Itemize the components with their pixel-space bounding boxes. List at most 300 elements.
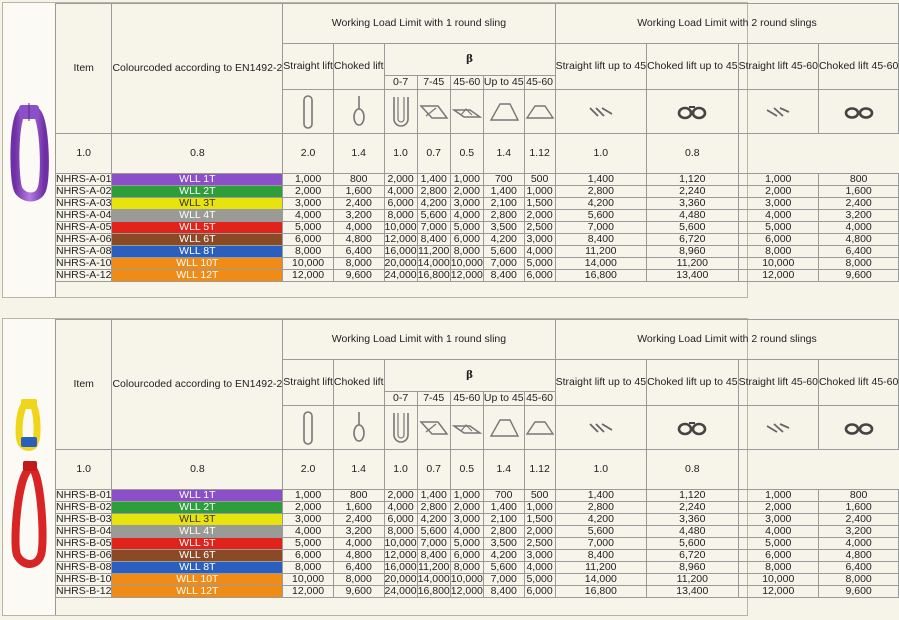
wll-value: 5,000 [450,538,483,550]
wll-value: 6,000 [283,550,334,562]
wll-value: 3,200 [333,210,384,222]
wll-value: 2,800 [483,210,524,222]
two-choked-60-icon [818,90,898,134]
wll-value: 1,600 [333,186,384,198]
wll-value: 2,000 [283,186,334,198]
table-row [56,574,899,586]
wll-value: 3,200 [333,526,384,538]
wll-value: 20,000 [384,573,417,585]
table-b-body [56,490,899,598]
item-code: NHRS-A-06 [56,233,112,245]
factor-cell: 1.0 [56,134,112,174]
beta-symbol: β [384,360,555,392]
wll-value: 4,480 [647,526,738,538]
wll-value: 5,000 [524,574,555,586]
wll-value: 9,600 [818,586,898,598]
wll-value: 6,720 [647,234,738,246]
wll-value: 8,000 [333,574,384,586]
wll-colour-swatch: WLL 10T [112,258,283,270]
wll-value: 6,400 [333,246,384,258]
wll-value: 4,200 [555,198,646,210]
wll-value: 3,000 [450,514,483,526]
two-col-header: Straight lift up to 45 [555,44,646,90]
wll-value: 6,400 [818,562,898,574]
wll-colour-swatch: WLL 4T [112,210,283,222]
wll-colour-swatch: WLL 6T [112,550,283,562]
wll-value: 3,000 [738,198,818,210]
wll-value: 24,000 [384,585,417,597]
wll-value: 1,000 [283,490,334,502]
straight-lift-header: Straight lift [283,44,334,90]
wll-value: 16,000 [384,561,417,573]
wll-value: 8,000 [738,246,818,258]
factor-cell: 1.4 [333,450,384,490]
wll-value: 8,400 [555,550,646,562]
wll-value: 6,000 [524,270,555,282]
table-row [56,562,899,574]
wll-value: 4,800 [333,234,384,246]
wll-value: 5,000 [450,222,483,234]
item-code: NHRS-A-03 [56,197,112,209]
wll-value: 5,600 [555,526,646,538]
wll-colour-swatch: WLL 2T [112,186,283,198]
factor-cell: 0.5 [450,134,483,174]
two-col-header: Choked lift 45-60 [818,44,898,90]
wll-value: 7,000 [555,538,646,550]
wll-value: 800 [333,174,384,186]
factor-cell: 1.0 [384,134,417,174]
item-code: NHRS-B-01 [56,489,112,501]
wll-value: 2,240 [647,186,738,198]
wll-value: 1,120 [647,490,738,502]
wll-value: 2,100 [483,514,524,526]
wll-value: 4,000 [384,502,417,514]
wll-value: 1,000 [450,174,483,186]
wll-value: 5,000 [283,538,334,550]
wll-colour-swatch: WLL 8T [112,562,283,574]
wll-value: 12,000 [450,269,483,281]
wll-value: 2,000 [738,502,818,514]
factor-cell: 1.12 [524,450,555,490]
wll-value: 2,000 [524,526,555,538]
wll-value: 4,800 [818,234,898,246]
basket-45-60-icon [450,90,483,134]
table-row [56,538,899,550]
two-sling-header: Working Load Limit with 2 round slings [555,320,899,360]
item-code: NHRS-B-12 [56,585,112,597]
wll-value: 5,000 [738,222,818,234]
basket-vertical-icon [384,406,417,450]
wll-value: 10,000 [283,574,334,586]
wll-value: 11,200 [555,562,646,574]
item-code: NHRS-B-06 [56,549,112,561]
wll-value: 5,600 [417,526,450,538]
wll-value: 1,400 [417,174,450,186]
wll-value: 3,200 [818,210,898,222]
factor-cell: 0.7 [417,134,450,174]
table-row [56,490,899,502]
wll-value: 14,000 [417,257,450,269]
wll-value: 4,000 [283,526,334,538]
wll-value: 11,200 [418,245,450,257]
factor-cell: 0.5 [450,450,483,490]
wll-value: 8,960 [647,562,738,574]
wll-value: 5,000 [524,258,555,270]
wll-colour-swatch: WLL 5T [112,538,283,550]
wll-value: 5,600 [483,246,524,258]
bridle-45-60-icon [524,406,555,450]
wll-colour-swatch: WLL 4T [112,526,283,538]
wll-value: 12,000 [738,270,818,282]
wll-value: 2,000 [384,490,417,502]
choked-lift-header: Choked lift [333,44,384,90]
wll-value: 8,000 [384,210,417,222]
wll-value: 11,200 [647,574,738,586]
table-row [56,502,899,514]
wll-value: 10,000 [738,574,818,586]
angle-header: 0-7 [384,392,417,406]
wll-value: 3,000 [524,234,555,246]
two-straight-60-icon [738,406,818,450]
wll-value: 5,600 [647,222,738,234]
wll-value: 1,400 [483,502,524,514]
table-row [56,586,899,598]
factor-cell: 0.8 [647,134,738,174]
wll-value: 1,600 [818,186,898,198]
wll-value: 1,000 [524,502,555,514]
one-sling-header: Working Load Limit with 1 round sling [283,320,555,360]
wll-value: 2,800 [555,502,646,514]
wll-value: 4,000 [384,186,417,198]
beta-symbol: β [384,44,555,76]
wll-value: 2,500 [524,222,555,234]
wll-value: 3,000 [524,550,555,562]
wll-value: 4,000 [818,538,898,550]
wll-value: 12,000 [384,233,417,245]
wll-table-b [55,319,899,598]
wll-value: 1,400 [417,490,450,502]
wll-value: 2,000 [524,210,555,222]
wll-value: 4,800 [333,550,384,562]
wll-colour-swatch: WLL 8T [112,246,283,258]
wll-value: 6,000 [283,234,334,246]
table-row [56,210,899,222]
one-sling-header: Working Load Limit with 1 round sling [283,4,555,44]
factor-row [56,134,899,174]
two-col-header: Straight lift 45-60 [738,44,818,90]
choked-lift-icon [333,406,384,450]
wll-colour-swatch: WLL 10T [112,574,283,586]
factor-cell: 2.0 [283,450,334,490]
sling-a-image [3,3,56,297]
wll-value: 13,400 [647,270,738,282]
angle-header: 45-60 [450,76,483,90]
angle-header: Up to 45 [483,392,524,404]
wll-value: 6,000 [738,234,818,246]
wll-value: 3,500 [483,538,524,550]
wll-value: 20,000 [384,257,417,269]
wll-value: 2,000 [450,186,483,198]
wll-value: 4,000 [450,526,483,538]
wll-value: 3,000 [283,198,334,210]
two-choked-60-icon [818,406,898,450]
two-col-header: Choked lift up to 45 [647,360,738,406]
wll-value: 1,500 [524,198,555,210]
wll-value: 10,000 [384,537,417,549]
angle-header: 7-45 [417,392,450,406]
table-row [56,514,899,526]
wll-value: 8,000 [738,562,818,574]
wll-value: 8,400 [555,234,646,246]
factor-cell: 0.8 [647,450,738,490]
wll-value: 8,960 [647,246,738,258]
wll-value: 6,720 [647,550,738,562]
item-header: Item [56,320,112,450]
wll-value: 1,000 [450,490,483,502]
wll-value: 1,400 [555,174,646,186]
wll-value: 7,000 [483,574,524,586]
two-choked-45-icon [647,90,738,134]
wll-colour-swatch: WLL 3T [112,514,283,526]
wll-value: 8,400 [483,586,524,598]
wll-value: 6,000 [450,550,483,562]
wll-value: 4,200 [555,514,646,526]
table-b-panel [2,318,899,616]
factor-cell: 1.0 [56,450,112,490]
angle-header: 7-45 [417,76,450,90]
wll-value: 2,800 [555,186,646,198]
wll-value: 8,000 [333,258,384,270]
wll-value: 1,000 [524,186,555,198]
wll-value: 2,800 [417,502,450,514]
angle-header: Up to 45 [483,76,524,88]
wll-value: 4,000 [333,222,384,234]
factor-cell: 1.4 [483,450,524,490]
wll-value: 16,000 [384,245,417,257]
wll-value: 4,000 [818,222,898,234]
wll-value: 4,200 [417,514,450,526]
wll-value: 1,600 [333,502,384,514]
wll-value: 6,000 [384,514,417,526]
table-row [56,550,899,562]
table-row [56,234,899,246]
bridle-up-45-icon [483,406,524,450]
item-code: NHRS-A-04 [56,209,112,221]
wll-value: 5,600 [555,210,646,222]
two-straight-60-icon [738,90,818,134]
wll-value: 11,200 [418,561,450,573]
factor-cell: 1.0 [384,450,417,490]
wll-value: 700 [483,174,524,186]
table-row [56,526,899,538]
wll-value: 3,360 [647,514,738,526]
bridle-up-45-icon [483,90,524,134]
wll-value: 5,600 [483,562,524,574]
wll-value: 1,000 [283,174,334,186]
wll-value: 4,800 [818,550,898,562]
basket-7-45-icon [417,406,450,450]
wll-value: 8,000 [450,562,483,574]
item-code: NHRS-B-02 [56,501,112,513]
item-code: NHRS-A-05 [56,221,112,233]
wll-value: 1,600 [818,502,898,514]
item-code: NHRS-A-10 [56,257,112,269]
wll-value: 1,000 [738,490,818,502]
wll-value: 2,000 [283,502,334,514]
table-row [56,174,899,186]
wll-value: 4,000 [333,538,384,550]
wll-value: 4,000 [524,562,555,574]
wll-colour-swatch: WLL 6T [112,234,283,246]
wll-value: 16,800 [555,270,646,282]
table-row [56,222,899,234]
wll-value: 2,800 [483,526,524,538]
wll-value: 7,000 [483,258,524,270]
item-code: NHRS-A-12 [56,269,112,281]
wll-value: 4,000 [450,210,483,222]
wll-value: 5,600 [647,538,738,550]
wll-value: 6,400 [818,246,898,258]
wll-value: 8,000 [818,258,898,270]
wll-colour-swatch: WLL 5T [112,222,283,234]
wll-value: 12,000 [450,585,483,597]
wll-colour-swatch: WLL 2T [112,502,283,514]
table-row [56,198,899,210]
wll-value: 10,000 [384,221,417,233]
straight-lift-icon [283,406,334,450]
straight-lift-header: Straight lift [283,360,334,406]
wll-value: 700 [483,490,524,502]
wll-value: 16,800 [555,586,646,598]
wll-value: 14,000 [417,573,450,585]
wll-value: 2,000 [450,502,483,514]
wll-value: 3,500 [483,222,524,234]
item-code: NHRS-B-03 [56,513,112,525]
wll-value: 2,400 [333,514,384,526]
wll-value: 8,000 [450,246,483,258]
factor-cell: 0.8 [112,134,283,174]
wll-value: 9,600 [333,586,384,598]
wll-value: 16,800 [417,585,450,597]
table-row [56,186,899,198]
wll-value: 4,200 [483,234,524,246]
wll-value: 16,800 [417,269,450,281]
wll-value: 2,800 [417,186,450,198]
factor-cell: 1.0 [555,450,646,490]
angle-header: 45-60 [524,392,555,406]
wll-value: 2,500 [524,538,555,550]
wll-value: 6,000 [450,234,483,246]
basket-vertical-icon [384,90,417,134]
wll-colour-swatch: WLL 1T [112,490,283,502]
wll-value: 10,000 [450,257,483,269]
table-row [56,246,899,258]
wll-value: 3,000 [283,514,334,526]
basket-45-60-icon [450,406,483,450]
colourcoded-header: Colourcoded according to EN1492-2 [112,320,283,450]
wll-value: 9,600 [818,270,898,282]
colourcoded-header: Colourcoded according to EN1492-2 [112,4,283,134]
wll-value: 6,000 [524,586,555,598]
wll-value: 9,600 [333,270,384,282]
two-sling-header: Working Load Limit with 2 round slings [555,4,899,44]
wll-value: 4,200 [483,550,524,562]
wll-value: 1,000 [738,174,818,186]
wll-colour-swatch: WLL 12T [112,586,283,598]
wll-value: 2,400 [818,514,898,526]
two-straight-45-icon [555,406,646,450]
wll-value: 8,400 [417,234,450,246]
wll-colour-swatch: WLL 1T [112,174,283,186]
bridle-45-60-icon [524,90,555,134]
wll-table-a [55,3,899,282]
two-col-header: Straight lift 45-60 [738,360,818,406]
wll-value: 5,000 [283,222,334,234]
wll-value: 5,600 [417,210,450,222]
wll-value: 1,400 [555,490,646,502]
sling-b-image [3,319,56,615]
wll-value: 12,000 [283,270,334,282]
item-header: Item [56,4,112,134]
wll-value: 7,000 [417,538,450,550]
factor-cell: 1.12 [524,134,555,174]
wll-value: 1,400 [483,186,524,198]
item-code: NHRS-B-10 [56,573,112,585]
basket-7-45-icon [417,90,450,134]
wll-value: 11,200 [555,246,646,258]
wll-value: 12,000 [384,549,417,561]
factor-cell: 2.0 [283,134,334,174]
wll-value: 10,000 [450,573,483,585]
wll-value: 800 [818,174,898,186]
choked-lift-header: Choked lift [333,360,384,406]
choked-lift-icon [333,90,384,134]
wll-value: 2,000 [384,174,417,186]
wll-value: 7,000 [555,222,646,234]
wll-value: 5,000 [738,538,818,550]
wll-value: 24,000 [384,269,417,281]
item-code: NHRS-A-01 [56,173,112,185]
wll-value: 3,000 [450,198,483,210]
angle-header: 45-60 [450,392,483,406]
straight-lift-icon [283,90,334,134]
table-row [56,258,899,270]
item-code: NHRS-B-05 [56,537,112,549]
table-a-panel [2,2,899,298]
wll-value: 1,120 [647,174,738,186]
item-code: NHRS-A-02 [56,185,112,197]
wll-value: 8,000 [283,562,334,574]
wll-value: 8,400 [417,550,450,562]
wll-value: 4,000 [738,526,818,538]
wll-value: 13,400 [647,586,738,598]
wll-value: 6,000 [738,550,818,562]
wll-value: 500 [524,490,555,502]
wll-colour-swatch: WLL 12T [112,270,283,282]
angle-header: 0-7 [384,76,417,90]
item-code: NHRS-B-04 [56,525,112,537]
wll-value: 800 [818,490,898,502]
wll-value: 12,000 [283,586,334,598]
wll-value: 12,000 [738,586,818,598]
factor-cell: 1.4 [483,134,524,174]
wll-value: 800 [333,490,384,502]
wll-value: 10,000 [283,258,334,270]
wll-value: 1,500 [524,514,555,526]
two-col-header: Choked lift up to 45 [647,44,738,90]
wll-value: 4,000 [283,210,334,222]
table-a-body [56,174,899,282]
